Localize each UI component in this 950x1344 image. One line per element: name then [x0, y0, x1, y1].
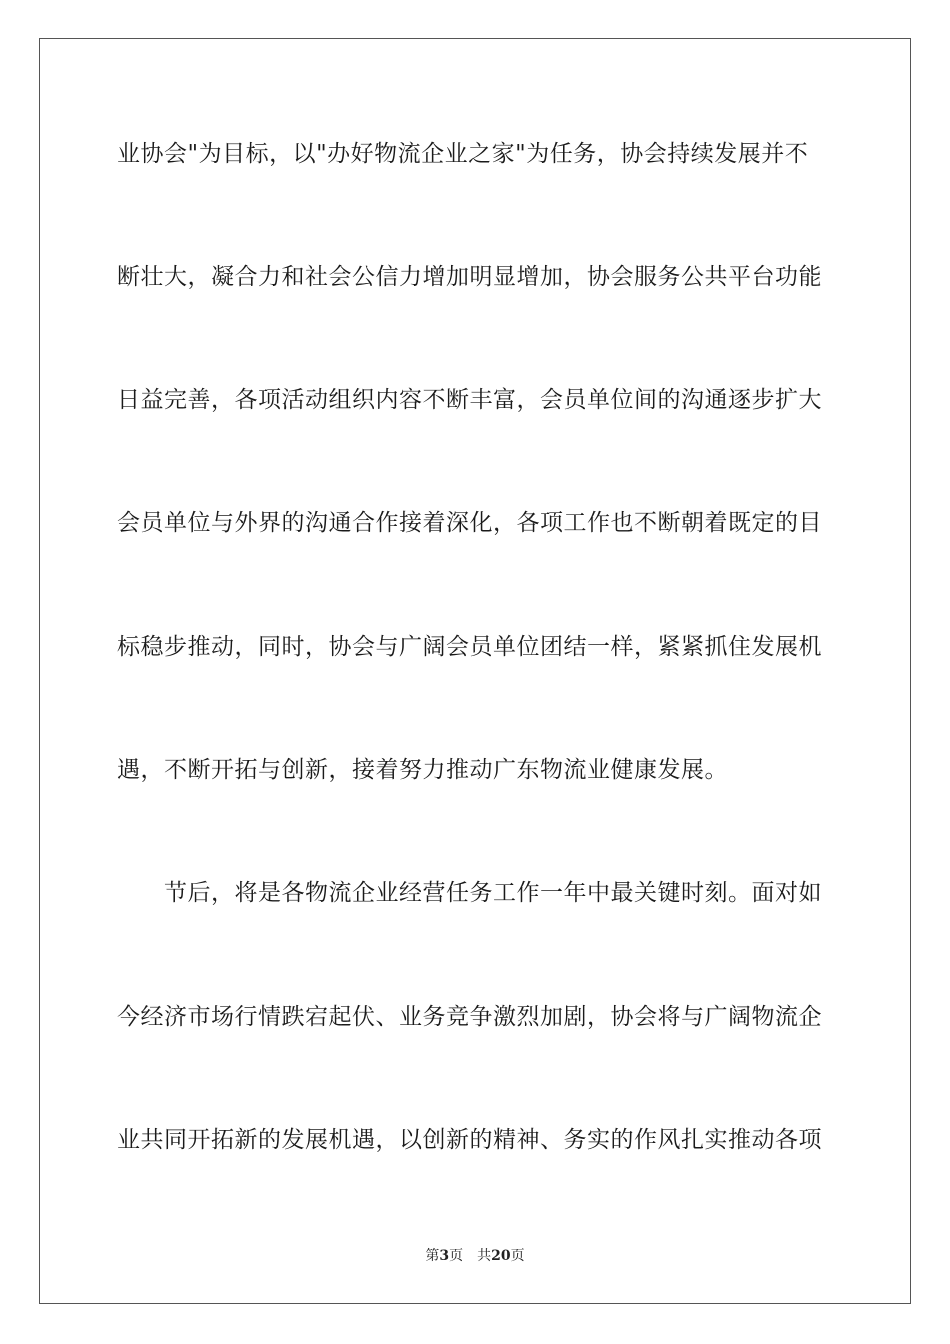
total-prefix: 共 [477, 1248, 492, 1264]
page-prefix: 第 [425, 1248, 440, 1264]
total-pages: 20 [491, 1248, 511, 1264]
page-border [39, 38, 911, 1304]
page-number: 3 [439, 1248, 450, 1264]
text-line: 节后，将是各物流企业经营任务工作一年中最关键时刻。面对如 [117, 880, 822, 906]
text-line: 标稳步推动，同时，协会与广阔会员单位团结一样，紧紧抓住发展机 [117, 634, 822, 660]
text-line: 会员单位与外界的沟通合作接着深化，各项工作也不断朝着既定的目 [117, 510, 822, 536]
text-line: 今经济市场行情跌宕起伏、业务竞争激烈加剧，协会将与广阔物流企 [117, 1004, 822, 1030]
text-line: 遇，不断开拓与创新，接着努力推动广东物流业健康发展。 [117, 757, 728, 783]
page-suffix: 页 [449, 1248, 464, 1264]
page-footer [0, 1247, 950, 1265]
text-line: 业共同开拓新的发展机遇，以创新的精神、务实的作风扎实推动各项 [117, 1127, 822, 1153]
text-line: 业协会"为目标，以"办好物流企业之家"为任务，协会持续发展并不 [117, 141, 809, 167]
text-line: 日益完善，各项活动组织内容不断丰富，会员单位间的沟通逐步扩大 [117, 387, 822, 413]
total-suffix: 页 [510, 1248, 525, 1264]
text-line: 断壮大，凝合力和社会公信力增加明显增加，协会服务公共平台功能 [117, 264, 822, 290]
